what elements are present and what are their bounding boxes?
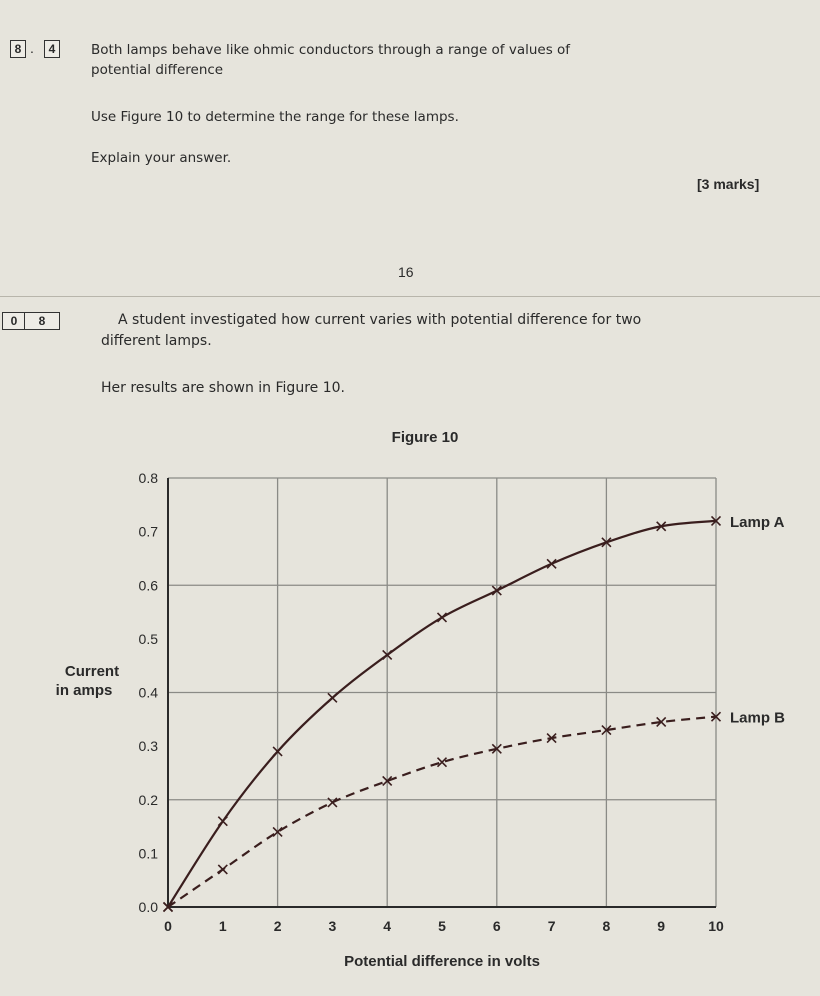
series-label-lamp-b: Lamp B (730, 709, 786, 727)
y-axis-label-line-1: Current (64, 663, 120, 680)
x-tick-label: 2 (273, 918, 282, 934)
chart-title: Figure 10 (391, 429, 459, 446)
series-line-lamp-a (168, 521, 716, 907)
data-point-marker (218, 865, 227, 874)
x-tick-label: 6 (492, 918, 501, 934)
x-axis-label: Potential difference in volts (344, 953, 540, 970)
x-tick-label: 1 (218, 918, 227, 934)
chart-tick-labels (139, 470, 724, 934)
intro-text-line-1: A student investigated how current varies with potential difference for two (118, 312, 642, 328)
data-point-marker (328, 693, 337, 702)
page-number: 16 (398, 264, 414, 280)
x-tick-label: 5 (438, 918, 446, 934)
x-tick-label: 4 (383, 918, 392, 934)
y-axis-label-line-2: in amps (55, 682, 113, 699)
x-tick-label: 0 (164, 918, 172, 934)
y-tick-label: 0.2 (138, 791, 158, 808)
y-tick-label: 0.4 (138, 684, 158, 701)
y-tick-label: 0.6 (138, 577, 158, 594)
question-number-box-08: 8 (10, 40, 26, 58)
x-tick-label: 9 (657, 918, 666, 934)
x-tick-label: 10 (708, 918, 724, 934)
intro-text-line-2: different lamps. (101, 333, 212, 349)
y-tick-label: 0.3 (138, 738, 158, 755)
x-tick-label: 8 (602, 918, 611, 934)
question-part-box-4: 4 (44, 40, 60, 58)
data-point-marker (438, 613, 447, 622)
question-text-line-2: potential difference (91, 62, 224, 78)
data-point-marker (547, 559, 556, 568)
y-tick-label: 0.8 (138, 470, 158, 486)
x-tick-label: 3 (328, 918, 337, 934)
question-instruction: Use Figure 10 to determine the range for these lamps. (91, 109, 459, 125)
series-line-lamp-b (168, 717, 716, 907)
marks-label: [3 marks] (697, 176, 760, 192)
chart-grid (168, 478, 716, 907)
x-tick-label: 7 (547, 918, 556, 934)
data-point-marker (218, 817, 227, 826)
question-number-separator: . (30, 40, 34, 56)
question-text-line-1: Both lamps behave like ohmic conductors through a range of values of (91, 42, 571, 58)
chart-series (164, 514, 786, 912)
y-tick-label: 0.1 (138, 845, 158, 862)
y-tick-label: 0.5 (138, 630, 158, 647)
question-explain: Explain your answer. (91, 150, 232, 166)
question-number-box-0: 0 (2, 312, 25, 330)
series-label-lamp-a: Lamp A (730, 513, 785, 531)
y-tick-label: 0.7 (138, 523, 158, 540)
question-number-box-8: 8 (24, 312, 60, 330)
results-text: Her results are shown in Figure 10. (101, 380, 345, 396)
y-tick-label: 0.0 (138, 899, 158, 915)
